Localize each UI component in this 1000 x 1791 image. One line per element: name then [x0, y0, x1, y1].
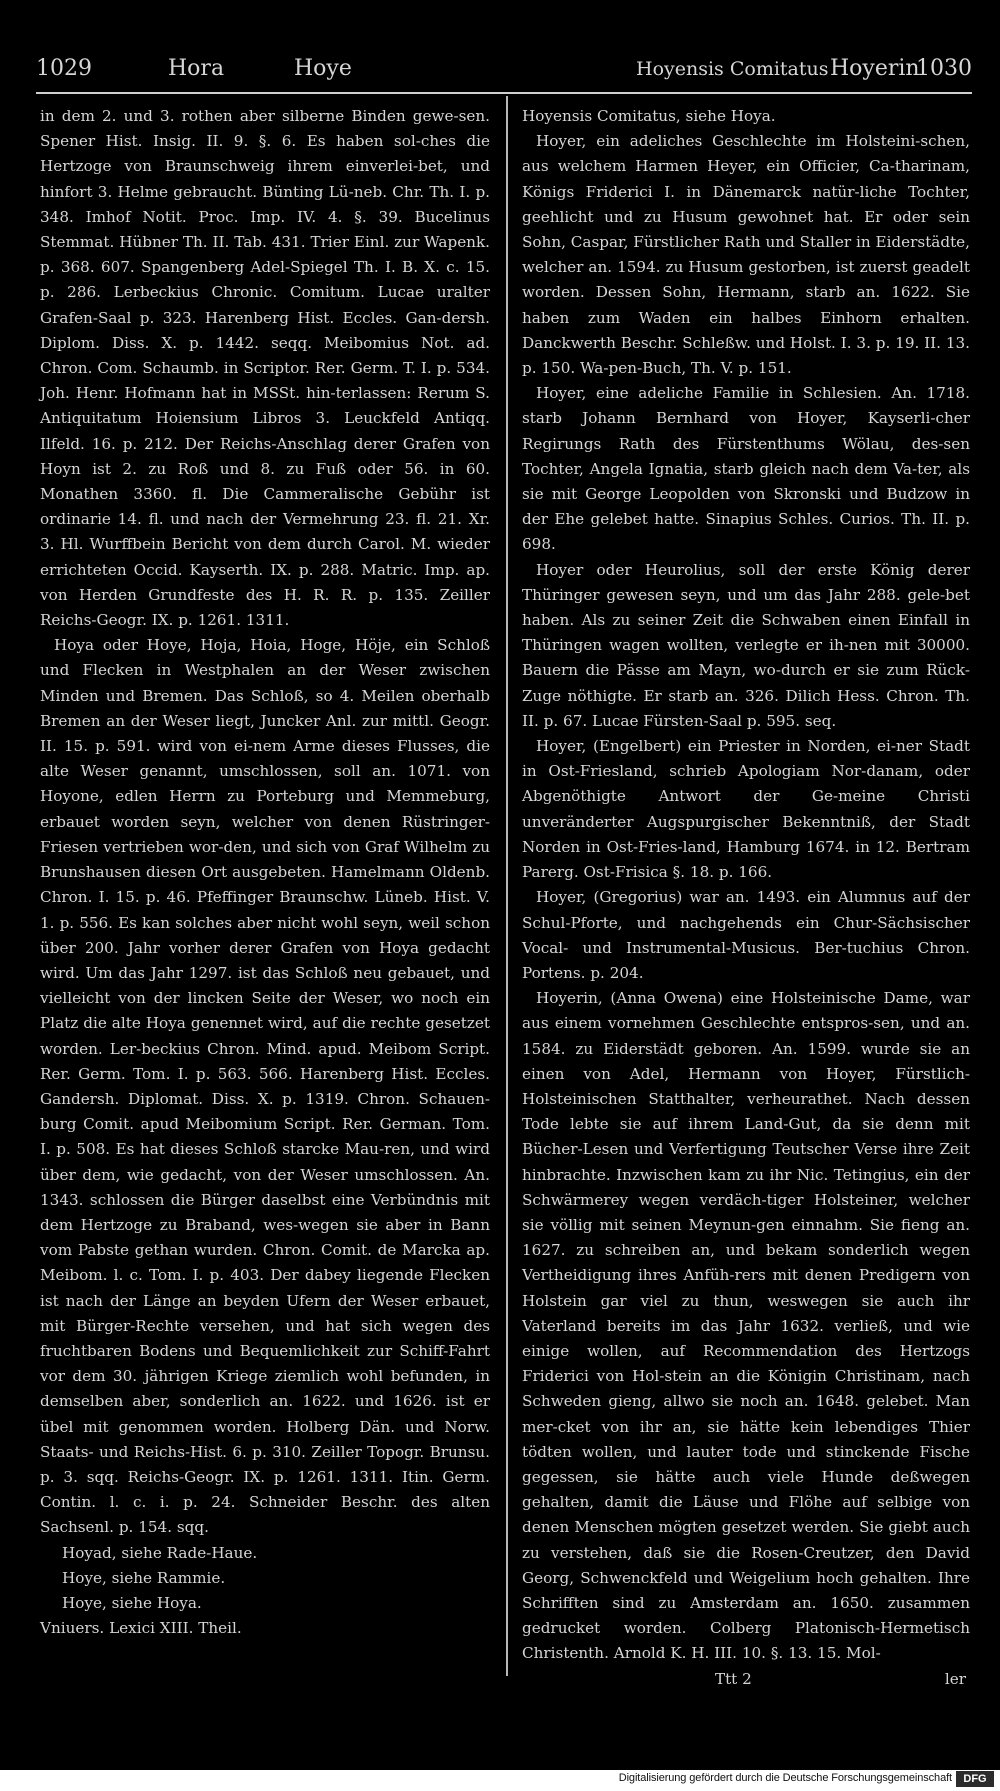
entry-hoyer-gregorius: Hoyer, (Gregorius) war an. 1493. ein Alumnus auf der Schul-Pforte, und nachgehends ein Chur-Sächsischer Vocal- und Instrumental-Musicus. Ber-tuchius Chron. Portens. p. 204.: [522, 888, 970, 982]
catchword: ler: [944, 1669, 966, 1688]
entry-continuation: in dem 2. und 3. rothen aber silberne Binden gewe-sen. Spener Hist. Insig. II. 9. §. 6. Es haben sol-ches die Hertzoge von Braunschweig ihrem einverlei-bet, und hinfort 3. Helme gebraucht. Bünting Lü-neb. Chr. Th. I. p. 348. Imhof Notit. Proc. Imp. IV. 4. §. 39. Bucelinus Stemmat. Hübner Th. II. Tab. 431. Trier Einl. zur Wapenk. p. 368. 607. Spangenberg Adel-Spiegel Th. I. B. X. c. 15. p. 286. Lerbeckius Chronic. Comitum. Lucae uralter Grafen-Saal p. 323. Harenberg Hist. Eccles. Gan-dersh. Diplom. Diss. X. p. 1442. seqq. Meibomius Not. ad. Chron. Com. Schaumb. in Scriptor. Rer. Germ. T. I. p. 534. Joh. Henr. Hofmann hat in MSSt. hin-terlassen: Rerum S. Antiquitatum Hoiensium Libros 3. Leuckfeld Antiqq. Ilfeld. 16. p. 212. Der Reichs-Anschlag derer Grafen von Hoyn ist 2. zu Roß und 8. zu Fuß oder 56. in 60. Monathen 3360. fl. Die Cammeralische Gebühr ist ordinarie 14. fl. und nach der Vermehrung 23. fl. 21. Xr. 3. Hl. Wurffbein Bericht von dem durch Carol. M. wieder errichteten Occid. Kayserth. IX. p. 288. Matric. Imp. ap. von Herden Grundfeste des H. R. R. p. 135. Zeiller Reichs-Geogr. IX. p. 1261. 1311.: [40, 107, 490, 630]
left-column: [40, 104, 490, 1641]
signature-and-catchword: [522, 1667, 970, 1692]
crossref-hoye-hoya: Hoye, siehe Hoya.: [62, 1593, 202, 1612]
column-divider: [506, 96, 508, 1676]
header-keyword-right: Hoyerin: [830, 56, 920, 81]
digitization-credit: Digitalisierung gefördert durch die Deutsche Forschungsgemeinschaft: [618, 1772, 952, 1784]
entry-hoyerin: Hoyerin, (Anna Owena) eine Holsteinische Dame, war aus einem vornehmen Geschlechte entspros-sen, und an. 1584. zu Eiderstädt geboren. An. 1599. wurde sie an einen von Adel, Hermann von Hoyer, Fürstlich-Holsteinischen Statthalter, verheurathet. Nach dessen Tode lebte sie auf ihrem Land-Gut, da sie denn mit Bücher-Lesen und Verfertigung Teutscher Verse ihre Zeit hinbrachte. Inzwischen kam zu ihr Nic. Tetingius, ein der Schwärmerey wegen verdäch-tiger Holsteiner, welcher sie völlig mit seinen Meynun-gen einnahm. Sie fieng an. 1627. zu schreiben an, und bekam sonderlich wegen Vertheidigung ihres Anfüh-rers mit denen Predigern von Holstein gar viel zu thun, weswegen sie auch ihr Vaterland bereits im das Jahr 1632. verließ, und wie einige wollen, auf Recommendation des Hertzogs Friderici von Hol-stein an die Königin Christinam, nach Schweden gieng, allwo sie noch an. 1648. gelebet. Man mer-cket von ihr an, sie hätte kein lebendiges Thier tödten wollen, und lauter tode und stinckende Fische gegessen, sie hätte auch viele Hunde deßwegen gehalten, damit die Läuse und Flöhe auf selbige von denen Menschen mögten gesetzet werden. Sie giebt auch zu verstehen, daß sie die Rosen-Creutzer, den David Georg, Schwenckfeld und Weigelium hoch gehalten. Ihre Schrifften sind zu Amsterdam an. 1650. zusammen gedrucket worden. Colberg Platonisch-Hermetisch Christenth. Arnold K. H. III. 10. §. 13. 15. Mol-: [522, 989, 970, 1663]
right-column: [522, 104, 970, 1692]
page-number-left: 1029: [36, 56, 92, 81]
entry-hoya: Hoya oder Hoye, Hoja, Hoia, Hoge, Höje, ein Schloß und Flecken in Westphalen an der Weser zwischen Minden und Bremen. Das Schloß, so 4. Meilen oberhalb Bremen an der Weser liegt, Juncker Anl. zur mittl. Geogr. II. 15. p. 591. wird von ei-nem Arme dieses Flusses, die alte Weser genannt, umschlossen, soll an. 1071. von Hoyone, edlen Herrn zu Porteburg und Memmeburg, erbauet worden seyn, welcher von denen Rüstringer-Friesen vertrieben wor-den, und sich von Graf Wilhelm zu Brunshausen diesen Ort ausgebeten. Hamelmann Oldenb. Chron. I. 15. p. 46. Pfeffinger Braunschw. Lüneb. Hist. V. 1. p. 556. Es kan solches aber nicht wohl seyn, weil schon über 200. Jahr vorher derer Grafen von Hoya gedacht wird. Um das Jahr 1297. ist das Schloß neu gebauet, und vielleicht von der lincken Seite der Weser, wo noch ein Platz die alte Hoya genennet wird, auf die rechte gesetzet worden. Ler-beckius Chron. Mind. apud. Meibom Script. Rer. Germ. Tom. I. p. 563. 566. Harenberg Hist. Eccles. Gandersh. Diplomat. Diss. X. p. 1319. Chron. Schauen-burg Comit. apud Meibomium Script. Rer. German. Tom. I. p. 508. Es hat dieses Schloß starcke Mau-ren, und wird über dem, wie gedacht, von der Weser umschlossen. An. 1343. schlossen die Bürger daselbst eine Verbündnis mit dem Hertzoge zu Braband, wes-wegen sie aber in Bann vom Pabste gethan wurden. Chron. Comit. de Marcka ap. Meibom. l. c. Tom. I. p. 403. Der dabey liegende Flecken ist nach der Länge an beyden Ufern der Weser erbauet, mit Bürger-Rechte versehen, und hat sich wegen des fruchtbaren Bodens und Bequemlichkeit zur Schiff-Fahrt vor dem 30. jährigen Kriege ziemlich wohl befunden, in demselben aber, sonderlich an. 1622. und 1626. ist er übel mit genommen worden. Holberg Dän. und Norw. Staats- und Reichs-Hist. 6. p. 310. Zeiller Topogr. Brunsu. p. 3. sqq. Reichs-Geogr. IX. p. 1261. 1311. Itin. Germ. Contin. l. c. i. p. 24. Schneider Beschr. des alten Sachsenl. p. 154. sqq.: [40, 636, 490, 1537]
header-keyword-left: Hora: [168, 56, 225, 81]
entry-hoyer-holstein: Hoyer, ein adeliches Geschlechte im Holsteini-schen, aus welchem Harmen Heyer, ein Officier, Ca-tharinam, Königs Friderici I. in Dänemarck natür-liche Tochter, geehlicht und zu Husum gewohnet hat. Er oder sein Sohn, Caspar, Fürstlicher Rath und Staller in Eiderstädte, welcher an. 1594. zu Husum gestorben, ist zuerst geadelt worden. Dessen Sohn, Hermann, starb an. 1622. Sie haben zum Waden ein halbes Einhorn erhalten. Danckwerth Beschr. Schleßw. und Holst. I. 3. p. 19. II. 13. p. 150. Wa-pen-Buch, Th. V. p. 151.: [522, 132, 970, 378]
entry-hoyer-schlesien: Hoyer, eine adeliche Familie in Schlesien. An. 1718. starb Johann Bernhard von Hoyer, Kayserli-cher Regirungs Rath des Fürstenthums Wölau, des-sen Tochter, Angela Ignatia, starb gleich nach dem Va-ter, als sie mit George Leopolden von Skronski und Budzow in der Ehe gelebet hatte. Sinapius Schles. Curios. Th. II. p. 698.: [522, 384, 970, 554]
volume-signature: Vniuers. Lexici XIII. Theil.: [40, 1619, 242, 1638]
header-rule: [36, 92, 972, 94]
running-title: Hoyensis Comitatus: [636, 58, 829, 80]
signature-mark: Ttt 2: [714, 1669, 752, 1688]
dfg-logo: DFG: [956, 1771, 994, 1787]
crossref-hoyad: Hoyad, siehe Rade-Haue.: [62, 1543, 258, 1562]
entry-hoyensis: Hoyensis Comitatus, siehe Hoya.: [522, 107, 776, 125]
header-keyword-center: Hoye: [294, 56, 352, 81]
crossref-hoye-rammie: Hoye, siehe Rammie.: [62, 1568, 226, 1587]
page-header: [36, 56, 972, 90]
entry-hoyer-koenig: Hoyer oder Heurolius, soll der erste König derer Thüringer gewesen seyn, und um das Jahr 288. gele-bet haben. Als zu seiner Zeit die Schwaben einen Einfall in Thüringen wagen wollten, verlegte er ih-nen mit 30000. Bauern die Pässe am Mayn, wo-durch er sie zum Rück-Zuge nöthigte. Er starb an. 326. Dilich Hess. Chron. Th. II. p. 67. Lucae Fürsten-Saal p. 595. seq.: [522, 560, 970, 730]
entry-hoyer-engelbert: Hoyer, (Engelbert) ein Priester in Norden, ei-ner Stadt in Ost-Friesland, schrieb Apologiam Nor-danam, oder Abgenöthigte Antwort der Ge-meine Christi unveränderter Augspurgischer Bekenntniß, der Stadt Norden in Ost-Fries-land, Hamburg 1674. in 12. Bertram Parerg. Ost-Frisica §. 18. p. 166.: [522, 737, 970, 882]
page-number-right: 1030: [916, 56, 972, 81]
